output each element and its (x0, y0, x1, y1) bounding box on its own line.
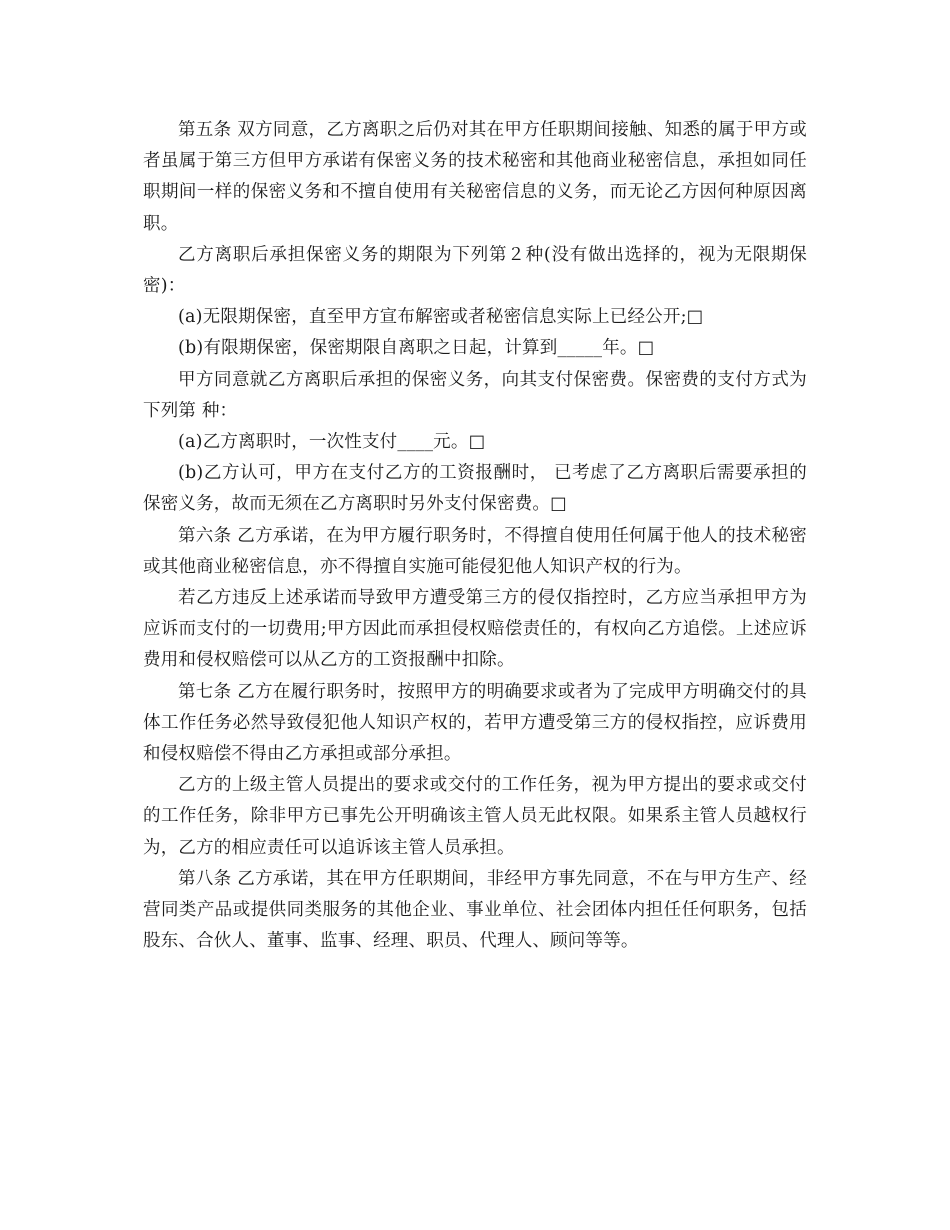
paragraph-infringement-liability: 若乙方违反上述承诺而导致甲方遭受第三方的侵仅指控时，乙方应当承担甲方为应诉而支付的一切费用;甲方因此而承担侵权赔偿责任的，有权向乙方追偿。上述应诉费用和侵权赔偿可以从乙方的工资报酬中扣除。 (143, 588, 807, 671)
document-body (143, 115, 807, 957)
paragraph-confidentiality-fee: 甲方同意就乙方离职后承担的保密义务，向其支付保密费。保密费的支付方式为下列第 种： (143, 369, 807, 421)
paragraph-supervisor-tasks: 乙方的上级主管人员提出的要求或交付的工作任务，视为甲方提出的要求或交付的工作任务，除非甲方已事先公开明确该主管人员无此权限。如果系主管人员越权行为，乙方的相应责任可以追诉该主管人员承担。 (143, 775, 807, 858)
paragraph-confidentiality-term: 乙方离职后承担保密义务的期限为下列第２种(没有做出选择的，视为无限期保密)： (143, 244, 807, 297)
paragraph-article-8: 第八条 乙方承诺，其在甲方任职期间，非经甲方事先同意，不在与甲方生产、经营同类产品或提供同类服务的其他企业、事业单位、社会团体内担任任何职务，包括股东、合伙人、董事、监事、经理、职员、代理人、顾问等等。 (143, 868, 807, 952)
paragraph-article-5: 第五条 双方同意，乙方离职之后仍对其在甲方任职期间接触、知悉的属于甲方或者虽属于第三方但甲方承诺有保密义务的技术秘密和其他商业秘密信息，承担如同任职期间一样的保密义务和不擅自使用有关秘密信息的义务，而无论乙方因何种原因离职。 (143, 120, 807, 234)
paragraph-article-7: 第七条 乙方在履行职务时，按照甲方的明确要求或者为了完成甲方明确交付的具体工作任务必然导致侵犯他人知识产权的，若甲方遭受第三方的侵权指控，应诉费用和侵权赔偿不得由乙方承担或部分承担。 (143, 681, 807, 765)
paragraph-article-6: 第六条 乙方承诺，在为甲方履行职务时，不得擅自使用任何属于他人的技术秘密或其他商业秘密信息，亦不得擅自实施可能侵犯他人知识产权的行为。 (143, 525, 807, 577)
paragraph-fee-option-a: (a)乙方离职时，一次性支付____元。□ (178, 432, 486, 453)
paragraph-option-a-unlimited: (a)无限期保密，直至甲方宣布解密或者秘密信息实际上已经公开;□ (178, 307, 704, 328)
paragraph-option-b-limited: (b)有限期保密，保密期限自离职之日起，计算到_____年。□ (178, 338, 655, 359)
paragraph-fee-option-b: (b)乙方认可，甲方在支付乙方的工资报酬时， 已考虑了乙方离职后需要承担的保密义务，故而无须在乙方离职时另外支付保密费。□ (143, 463, 807, 515)
